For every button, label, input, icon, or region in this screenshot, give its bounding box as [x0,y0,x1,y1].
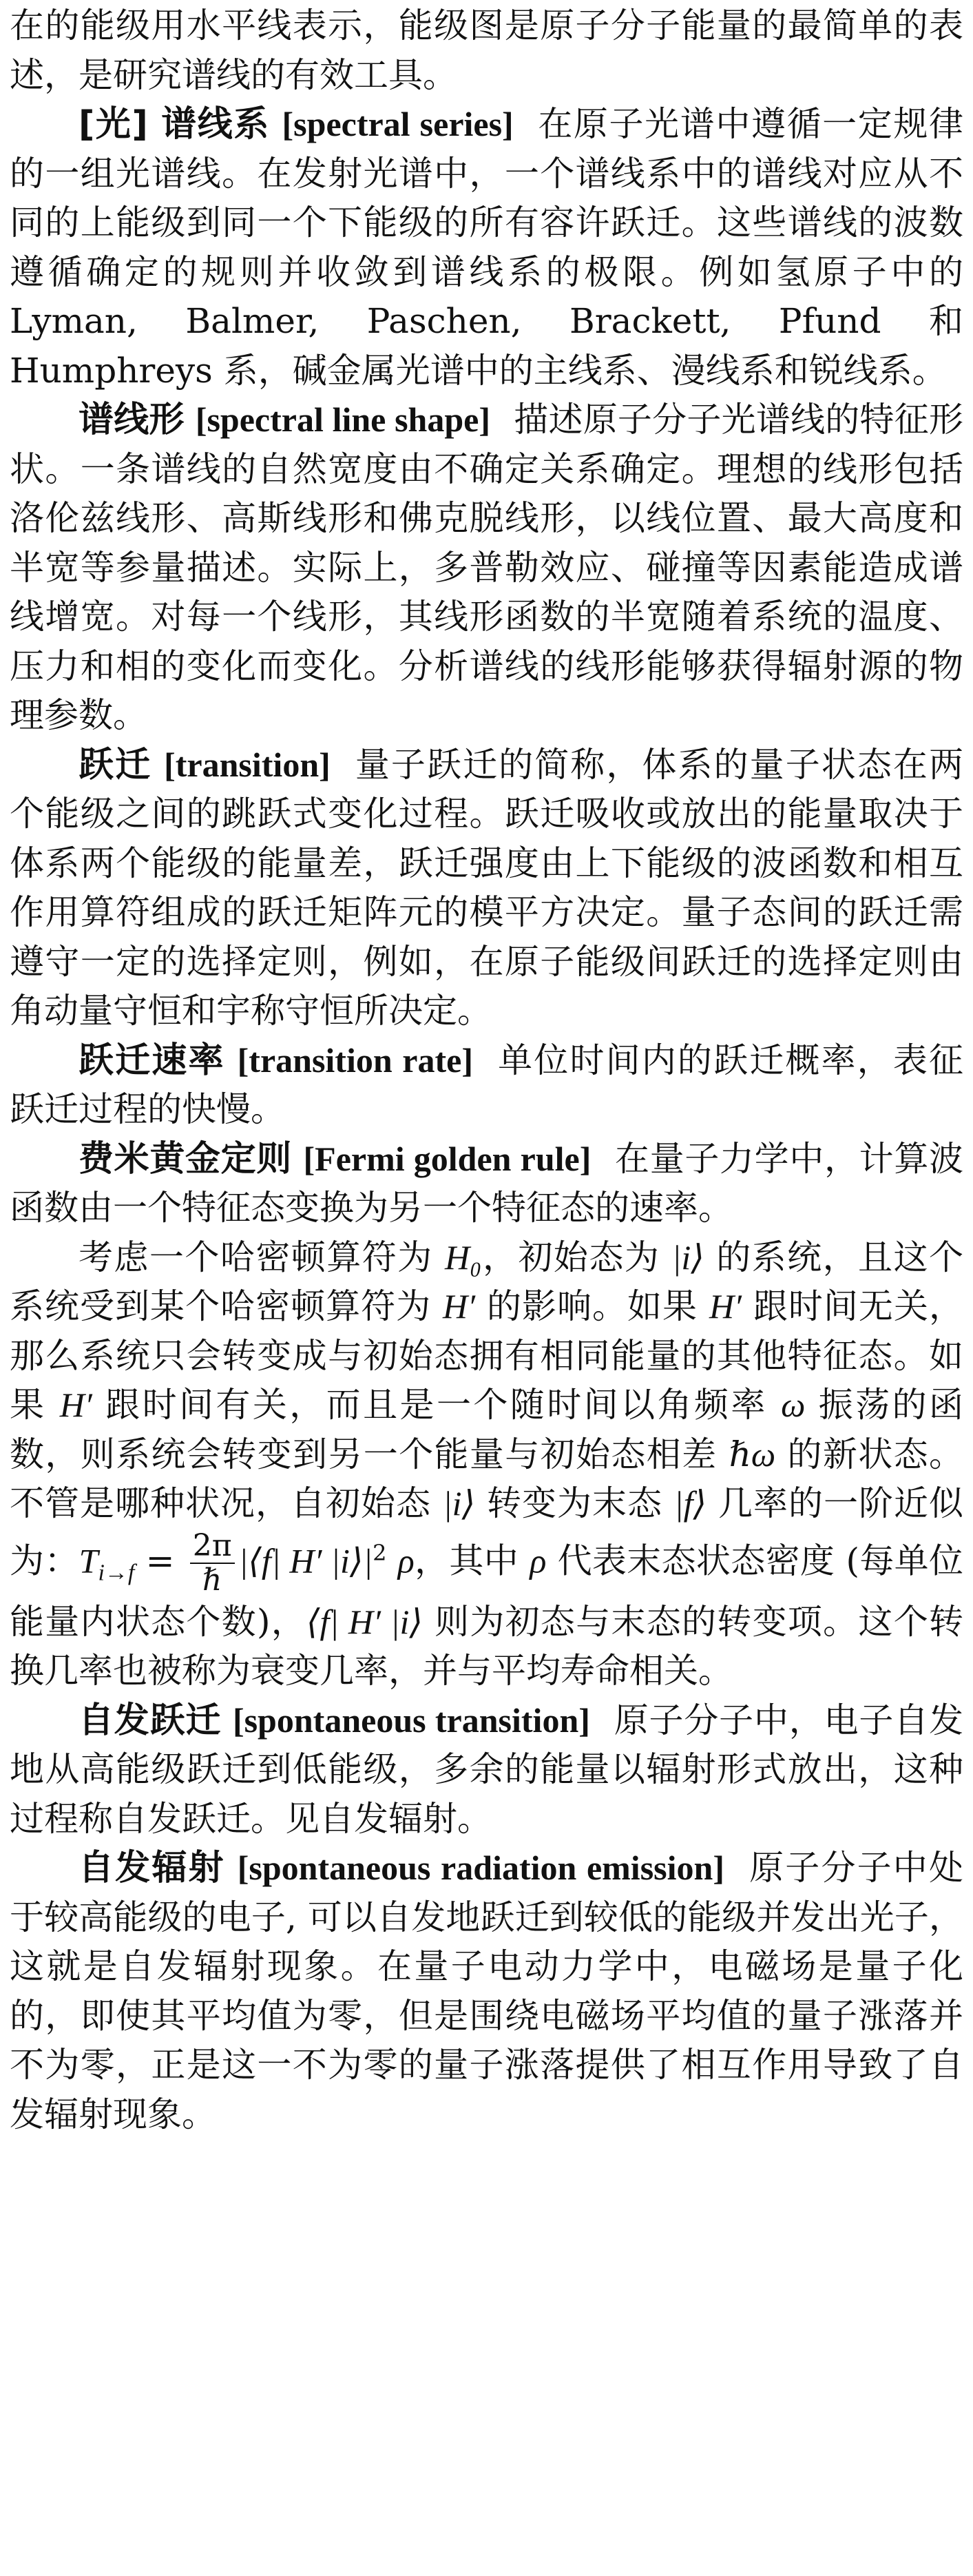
entry-definition: 单位时间内的跃迁概率，表征跃迁过程的快慢。 [10,1040,963,1129]
entry-spontaneous-radiation-emission [10,1844,963,2139]
fraction-denominator: ℏ [202,1563,222,1598]
math-h-prime: H′ [443,1287,476,1326]
entry-spectral-series [10,100,963,395]
math-fraction [190,1528,235,1598]
fraction-numerator: 2π [190,1531,235,1564]
math-hbar-omega: ℏω [729,1434,776,1474]
text-run: 的新状态。不管是哪种状况，自初始态 [10,1434,963,1523]
text-run: 考虑一个哈密顿算符为 [79,1237,433,1277]
math-rho: ρ [530,1541,547,1580]
entry-english: [transition rate] [237,1040,473,1080]
math-ket-f: |f⟩ [673,1484,707,1523]
entry-definition: 在量子力学中，计算波函数由一个特征态变换为另一个特征态的速率。 [10,1138,963,1228]
entry-transition [10,741,963,1036]
math-t: T [79,1541,98,1580]
text-run: 几率的一阶近似为： [10,1483,963,1581]
math-matrix-element: ⟨f| H′ |i⟩ [306,1602,423,1641]
math-h-prime: H′ [709,1287,742,1326]
text-run: 的影响。如果 [486,1286,698,1326]
fermi-explanation-paragraph [10,1233,963,1696]
entry-spectral-line-shape [10,395,963,741]
entry-definition: 在原子光谱中遵循一定规律的一组光谱线。在发射光谱中，一个谱线系中的谱线对应从不同的上能级到同一个下能级的所有容许跃迁。这些谱线的波数遵循确定的规则并收敛到谱线系的极限。例如氢原子中的 Lyman, Balmer, Paschen, Brackett, Pfund 和 Humphreys 系，碱金属光谱中的主线系、漫线系和锐线系。 [10,104,964,391]
entry-definition: 描述原子分子光谱线的特征形状。一条谱线的自然宽度由不确定关系确定。理想的线形包括洛伦兹线形、高斯线形和佛克脱线形，以线位置、最大高度和半宽等参量描述。实际上，多普勒效应、碰撞等因素能造成谱线增宽。对每一个线形，其线形函数的半宽随着系统的温度、压力和相的变化而变化。分析谱线的线形能够获得辐射源的物理参数。 [10,400,963,735]
entry-term: 自发辐射 [79,1848,225,1889]
entry-english: [transition] [164,745,331,784]
intro-paragraph: 在的能级用水平线表示，能级图是原子分子能量的最简单的表述，是研究谱线的有效工具。 [10,6,963,95]
math-ket-i: |i⟩ [442,1484,476,1523]
math-matrix-element-abs: |⟨f| H′ |i⟩| [238,1541,373,1580]
text-run: 则为初态与末态的转变项。这个转换几率也被称为衰变几率，并与平均寿命相关。 [10,1601,963,1691]
text-run: 代表末态状态密度 (每单位能量内状态个数)， [10,1541,963,1642]
math-rho: ρ [397,1541,415,1580]
entry-definition: 原子分子中，电子自发地从高能级跃迁到低能级，多余的能量以辐射形式放出，这种过程称自发跃迁。见 [10,1700,963,1839]
math-equals: = [134,1541,186,1581]
entry-fermi-golden-rule [10,1135,963,1233]
entry-term: 跃迁 [79,744,152,785]
cross-reference: 自发辐射 [320,1798,457,1839]
entry-term: 谱线形 [79,400,185,440]
text-run: ，初始态为 [481,1237,660,1277]
entry-english: [Fermi golden rule] [303,1139,592,1178]
text-run: ，其中 [414,1541,519,1581]
text-run: 振荡的函数，则系统会转变到另一个能量与初始态相差 [10,1385,964,1474]
text-run: 转变为末态 [487,1483,663,1523]
math-h-prime: H′ [59,1385,92,1424]
entry-term: 跃迁速率 [79,1040,225,1081]
math-square: 2 [373,1539,387,1566]
text-run: 跟时间无关，那么系统只会转变成与初始态拥有相同能量的其他特征态。如果 [10,1286,963,1425]
text-run: 跟时间有关，而且是一个随时间以角频率 [105,1385,768,1425]
entry-transition-rate [10,1036,963,1135]
entry-english: [spectral line shape] [195,400,491,439]
entry-term: 费米黄金定则 [79,1138,292,1179]
entry-spontaneous-transition [10,1696,963,1844]
entry-term: 自发跃迁 [79,1700,222,1741]
entry-english: [spontaneous radiation emission] [237,1848,724,1888]
text-run: 的系统，且这个系统受到某个哈密顿算符为 [10,1237,963,1326]
entry-term: [光] 谱线系 [79,104,271,145]
entry-definition: 原子分子中处于较高能级的电子, 可以自发地跃迁到较低的能级并发出光子，这就是自发辐射现象。在量子电动力学中，电磁场是量子化的，即使其平均值为零，但是围绕电磁场平均值的量子涨落并不为零，正是这一不为零的量子涨落提供了相互作用导致了自发辐射现象。 [10,1848,963,2134]
math-h0: H₀ [445,1237,482,1277]
entry-definition-tail: 。 [457,1798,492,1839]
entry-english: [spontaneous transition] [232,1700,590,1740]
math-ket-i: |i⟩ [671,1237,704,1277]
math-t-subscript: i→f [98,1560,135,1586]
math-omega: ω [781,1385,806,1424]
entry-english: [spectral series] [282,105,514,143]
entry-definition: 量子跃迁的简称，体系的量子状态在两个能级之间的跳跃式变化过程。跃迁吸收或放出的能量取决于体系两个能级的能量差，跃迁强度由上下能级的波函数和相互作用算符组成的跃迁矩阵元的模平方决定。量子态间的跃迁需遵守一定的选择定则，例如，在原子能级间跃迁的选择定则由角动量守恒和宇称守恒所决定。 [10,744,963,1031]
